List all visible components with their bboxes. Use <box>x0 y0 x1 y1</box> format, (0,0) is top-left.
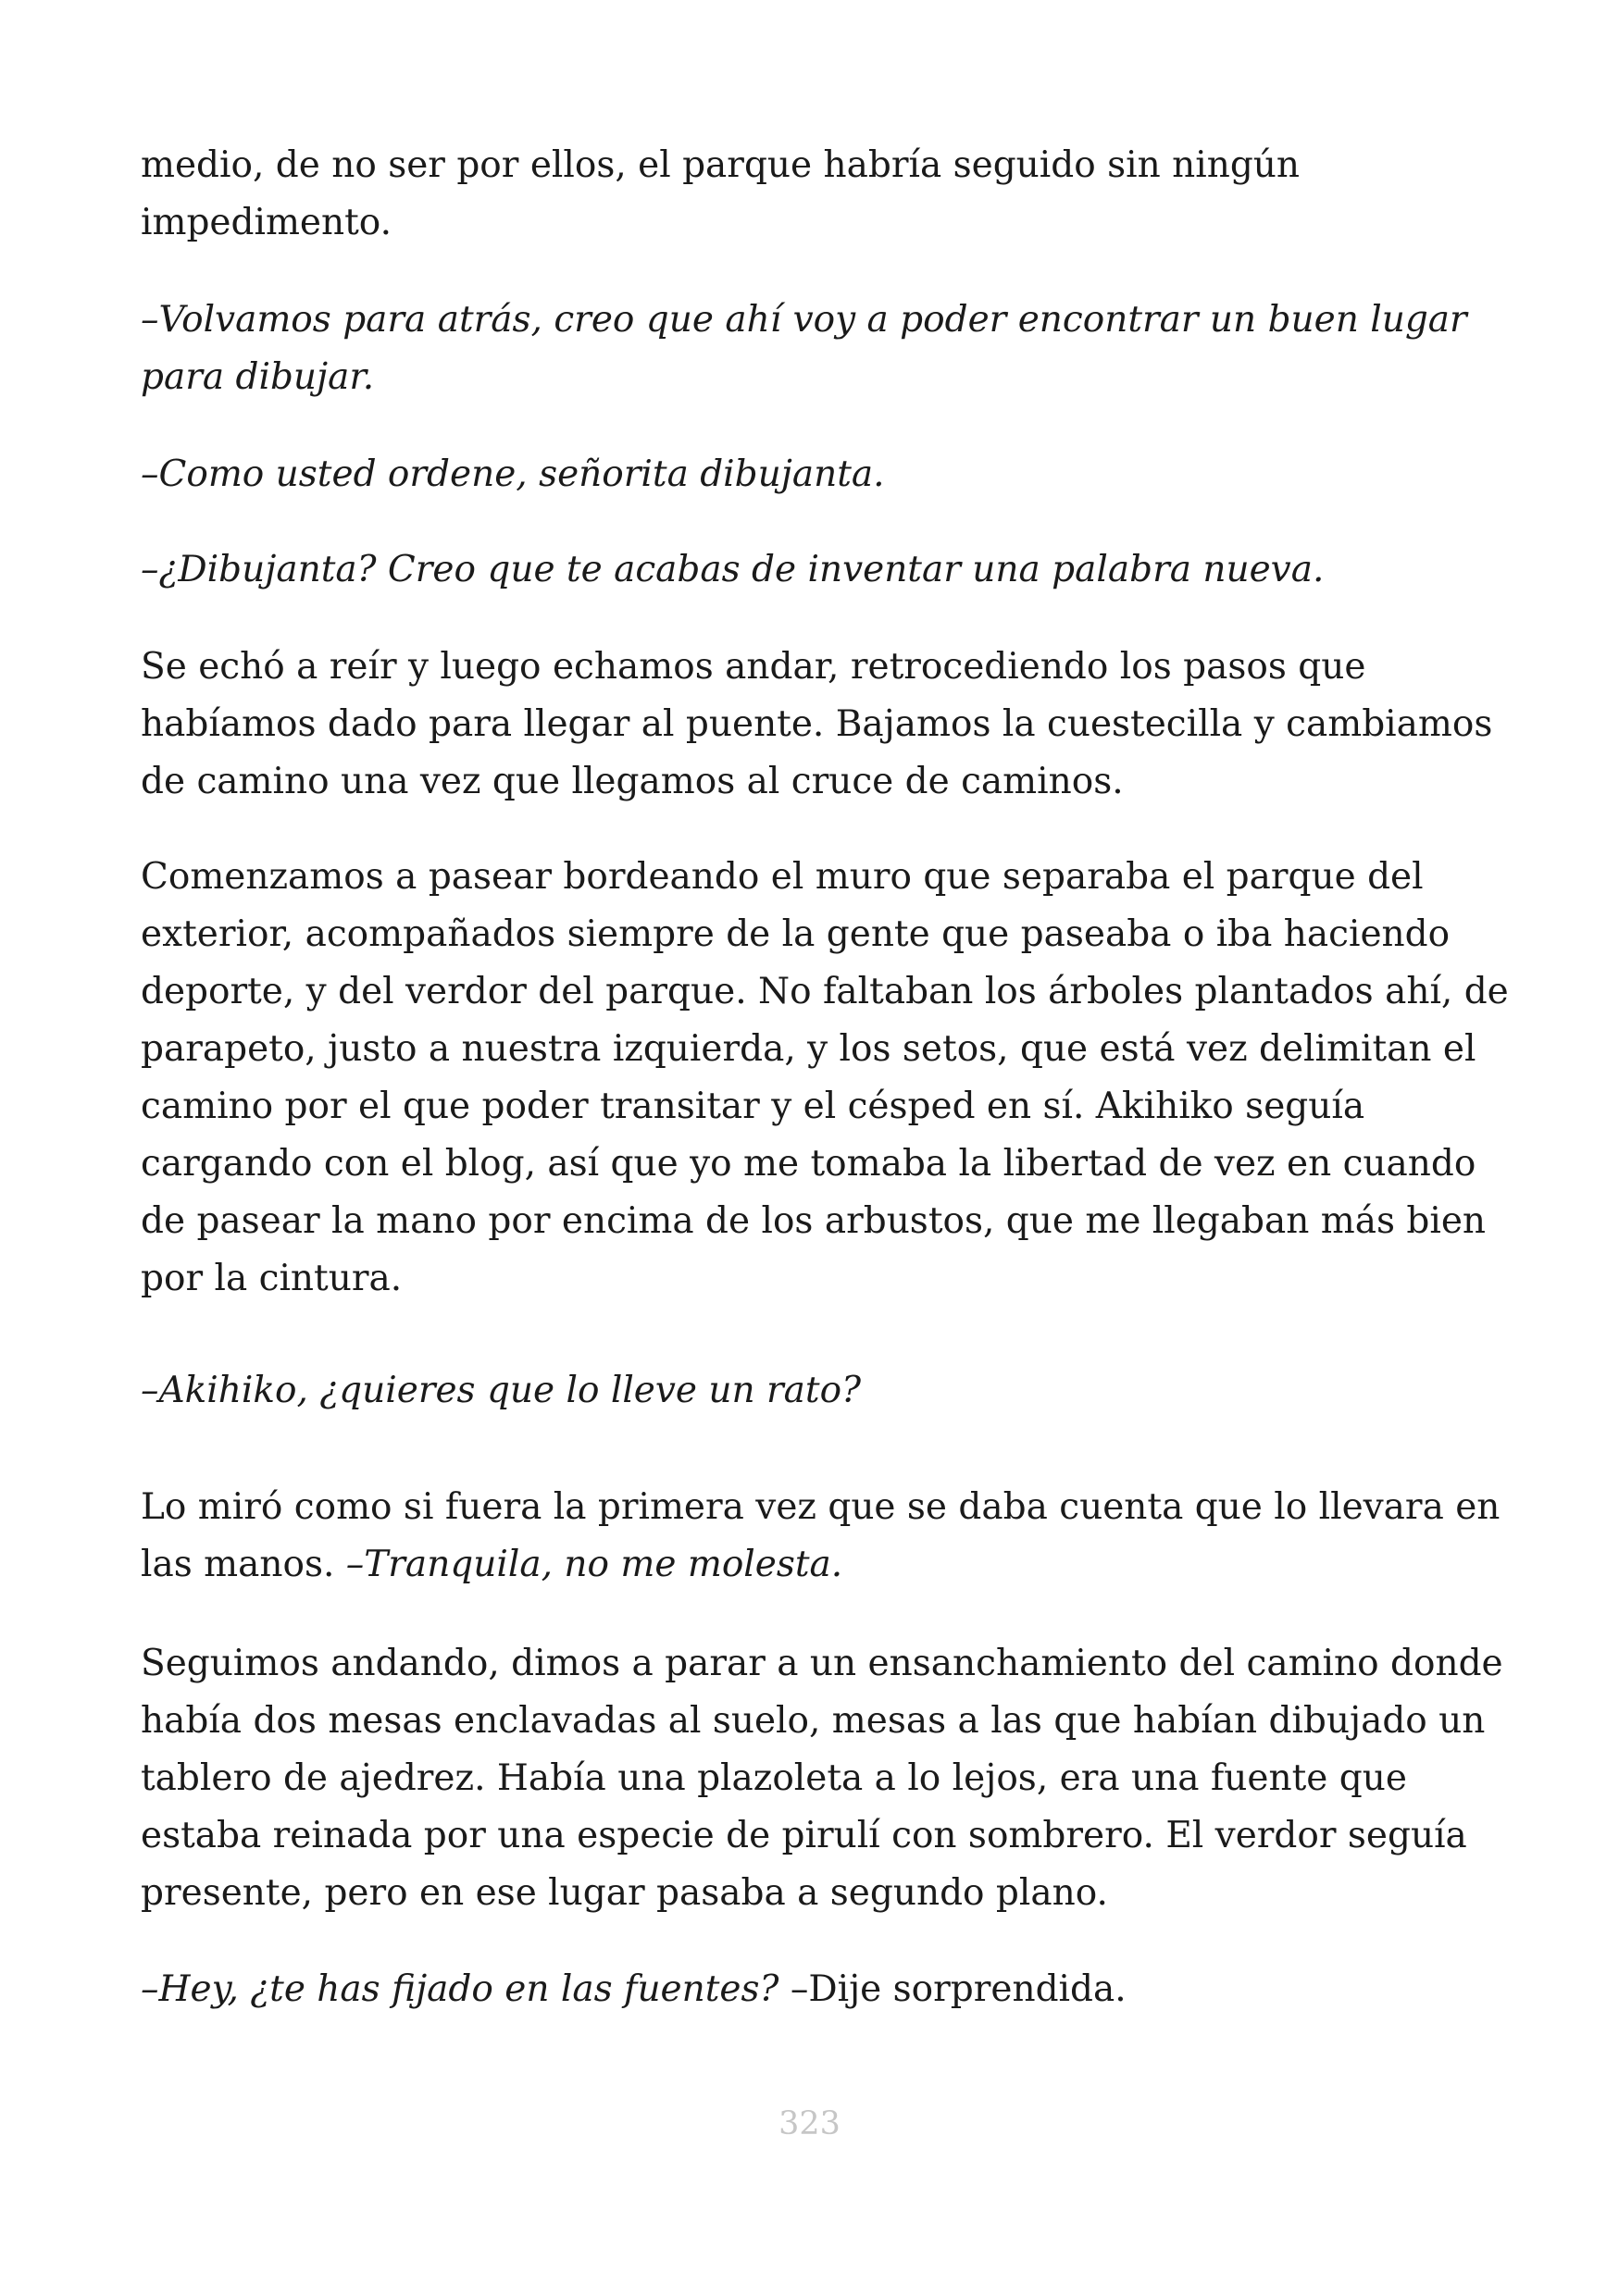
text-line: por la cintura. <box>141 1258 403 1299</box>
text-line: de camino una vez que llegamos al cruce de caminos. <box>141 761 1124 802</box>
paragraph-6 <box>141 849 1509 1308</box>
paragraph-9 <box>141 1635 1501 1922</box>
page-number: 323 <box>778 2105 841 2142</box>
narration-text: –Dije sorprendida. <box>778 1968 1127 2010</box>
mixed-text-line <box>141 1536 1501 1594</box>
text-line: –Akihiko, ¿quieres que lo lleve un rato? <box>141 1370 861 1411</box>
text-line: estaba reinada por una especie de pirulí con sombrero. El verdor seguía <box>141 1815 1467 1856</box>
text-line: cargando con el blog, así que yo me tomaba la libertad de vez en cuando <box>141 1143 1476 1185</box>
text-line: había dos mesas enclavadas al suelo, mesas a las que habían dibujado un <box>141 1700 1486 1742</box>
paragraph-10 <box>141 1961 1501 2018</box>
text-line: camino por el que poder transitar y el césped en sí. Akihiko seguía <box>141 1086 1365 1127</box>
text-line: –Como usted ordene, señorita dibujanta. <box>141 453 885 495</box>
text-line: medio, de no ser por ellos, el parque habría seguido sin ningún <box>141 144 1301 186</box>
text-line: de pasear la mano por encima de los arbustos, que me llegaban más bien <box>141 1200 1487 1242</box>
paragraph-5 <box>141 639 1501 811</box>
text-line: tablero de ajedrez. Había una plazoleta a lo lejos, era una fuente que <box>141 1757 1407 1799</box>
dialogue-text: –Hey, ¿te has fijado en las fuentes? <box>141 1968 779 2010</box>
dialogue-paragraph-4 <box>141 541 1501 599</box>
text-line: presente, pero en ese lugar pasaba a segundo plano. <box>141 1872 1108 1914</box>
dialogue-text: –Tranquila, no me molesta. <box>345 1544 843 1585</box>
text-line: Lo miró como si fuera la primera vez que se daba cuenta que lo llevara en <box>141 1486 1501 1528</box>
text-line: parapeto, justo a nuestra izquierda, y los setos, que está vez delimitan el <box>141 1028 1476 1070</box>
mixed-text-line <box>141 1961 1501 2018</box>
paragraph-1 <box>141 137 1501 252</box>
text-line: Se echó a reír y luego echamos andar, retrocediendo los pasos que <box>141 646 1366 688</box>
text-line: Seguimos andando, dimos a parar a un ensanchamiento del camino donde <box>141 1643 1503 1684</box>
text-line: para dibujar. <box>141 356 375 398</box>
dialogue-paragraph-7 <box>141 1362 1501 1420</box>
text-line: –¿Dibujanta? Creo que te acabas de inventar una palabra nueva. <box>141 549 1325 590</box>
text-line: –Volvamos para atrás, creo que ahí voy a poder encontrar un buen lugar <box>141 299 1467 341</box>
text-line: exterior, acompañados siempre de la gente que paseaba o iba haciendo <box>141 913 1451 955</box>
text-line: deporte, y del verdor del parque. No faltaban los árboles plantados ahí, de <box>141 971 1509 1012</box>
text-line: habíamos dado para llegar al puente. Bajamos la cuestecilla y cambiamos <box>141 703 1493 745</box>
paragraph-8 <box>141 1479 1501 1594</box>
narration-text: las manos. <box>141 1544 346 1585</box>
dialogue-paragraph-3 <box>141 446 1501 503</box>
dialogue-paragraph-2 <box>141 292 1501 406</box>
text-line: impedimento. <box>141 202 392 243</box>
text-line: Comenzamos a pasear bordeando el muro que separaba el parque del <box>141 856 1424 898</box>
